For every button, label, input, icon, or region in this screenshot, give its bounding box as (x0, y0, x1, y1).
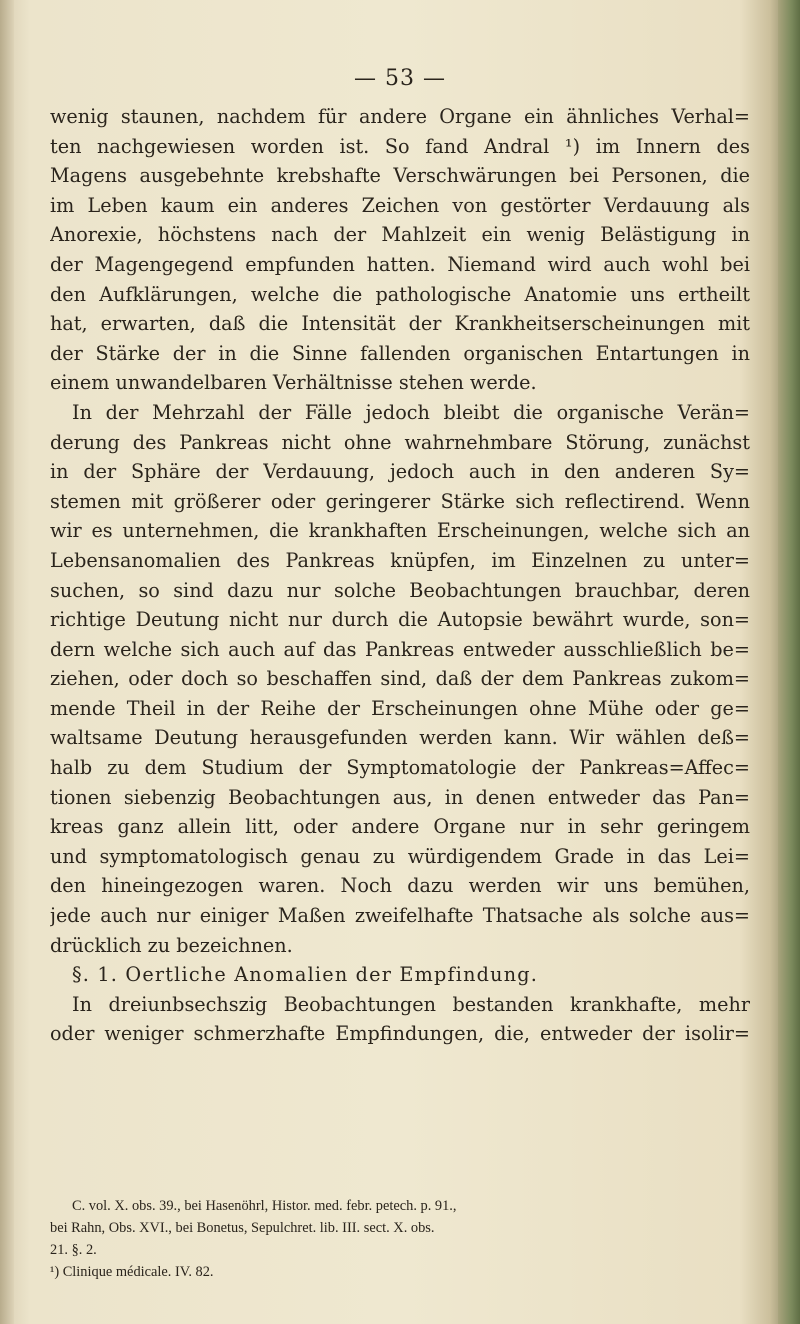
text-line: derung des Pankreas nicht ohne wahrnehmbare Störung, zunächst (50, 430, 750, 454)
text-line: waltsame Deutung herausgefunden werden kann. Wir wählen deß= (50, 726, 750, 750)
text-line: dern welche sich auch auf das Pankreas entweder ausschließlich be= (50, 637, 750, 661)
text-line: mende Theil in der Reihe der Erscheinungen ohne Mühe oder ge= (50, 696, 750, 720)
paragraph-start-line: In dreiunbsechszig Beobachtungen bestanden krankhafte, mehr (72, 992, 750, 1016)
text-line: den hineingezogen waren. Noch dazu werden wir uns bemühen, (50, 874, 750, 898)
text-line: ten nachgewiesen worden ist. So fand Andral ¹) im Innern des (50, 134, 750, 158)
page-right-edge (778, 0, 800, 1324)
text-line: halb zu dem Studium der Symptomatologie der Pankreas=Affec= (50, 756, 750, 780)
text-line: der Magengegend empfunden hatten. Niemand wird auch wohl bei (50, 252, 750, 276)
text-line: hat, erwarten, daß die Intensität der Krankheitserscheinungen mit (50, 312, 750, 336)
footnotes (50, 1195, 750, 1283)
text-line: richtige Deutung nicht nur durch die Autopsie bewährt wurde, son= (50, 608, 750, 632)
footnote-line: bei Rahn, Obs. XVI., bei Bonetus, Sepulchret. lib. III. sect. X. obs. (50, 1220, 435, 1236)
text-line: wir es unternehmen, die krankhaften Erscheinungen, welche sich an (50, 519, 750, 543)
footnote-line: ¹) Clinique médicale. IV. 82. (50, 1264, 214, 1280)
body-text (50, 102, 750, 1049)
text-line: ziehen, oder doch so beschaffen sind, daß der dem Pankreas zukom= (50, 667, 750, 691)
text-line: und symptomatologisch genau zu würdigendem Grade in das Lei= (50, 844, 750, 868)
text-line: im Leben kaum ein anderes Zeichen von gestörter Verdauung als (50, 193, 750, 217)
footnote-line: C. vol. X. obs. 39., bei Hasenöhrl, Histor. med. febr. petech. p. 91., (72, 1198, 457, 1214)
text-line: tionen siebenzig Beobachtungen aus, in denen entweder das Pan= (50, 785, 750, 809)
text-line: stemen mit größerer oder geringerer Stärke sich reflectirend. Wenn (50, 489, 750, 513)
text-line: in der Sphäre der Verdauung, jedoch auch in den anderen Sy= (50, 460, 750, 484)
paragraph-start-line: In der Mehrzahl der Fälle jedoch bleibt die organische Verän= (72, 400, 750, 424)
footnote-line: 21. §. 2. (50, 1242, 97, 1258)
text-line: der Stärke der in die Sinne fallenden organischen Entartungen in (50, 341, 750, 365)
text-line: oder weniger schmerzhafte Empfindungen, die, entweder der isolir= (50, 1022, 750, 1046)
page-number: — 53 — (354, 66, 446, 91)
section-heading: §. 1. Oertliche Anomalien der Empfindung. (72, 963, 539, 987)
text-line: kreas ganz allein litt, oder andere Organe nur in sehr geringem (50, 815, 750, 839)
paragraph-end-line: drücklich zu bezeichnen. (50, 933, 293, 957)
text-line: suchen, so sind dazu nur solche Beobachtungen brauchbar, deren (50, 578, 750, 602)
text-line: wenig staunen, nachdem für andere Organe ein ähnliches Verhal= (50, 105, 750, 128)
text-line: Anorexie, höchstens nach der Mahlzeit ein wenig Belästigung in (50, 223, 750, 247)
text-line: den Aufklärungen, welche die pathologische Anatomie uns ertheilt (50, 282, 750, 306)
text-line: jede auch nur einiger Maßen zweifelhafte Thatsache als solche aus= (50, 904, 750, 928)
text-line: Magens ausgebehnte krebshafte Verschwärungen bei Personen, die (50, 164, 750, 188)
text-line: Lebensanomalien des Pankreas knüpfen, im Einzelnen zu unter= (50, 548, 750, 572)
page-left-edge (0, 0, 14, 1324)
paragraph-end-line: einem unwandelbaren Verhältnisse stehen werde. (50, 371, 537, 395)
